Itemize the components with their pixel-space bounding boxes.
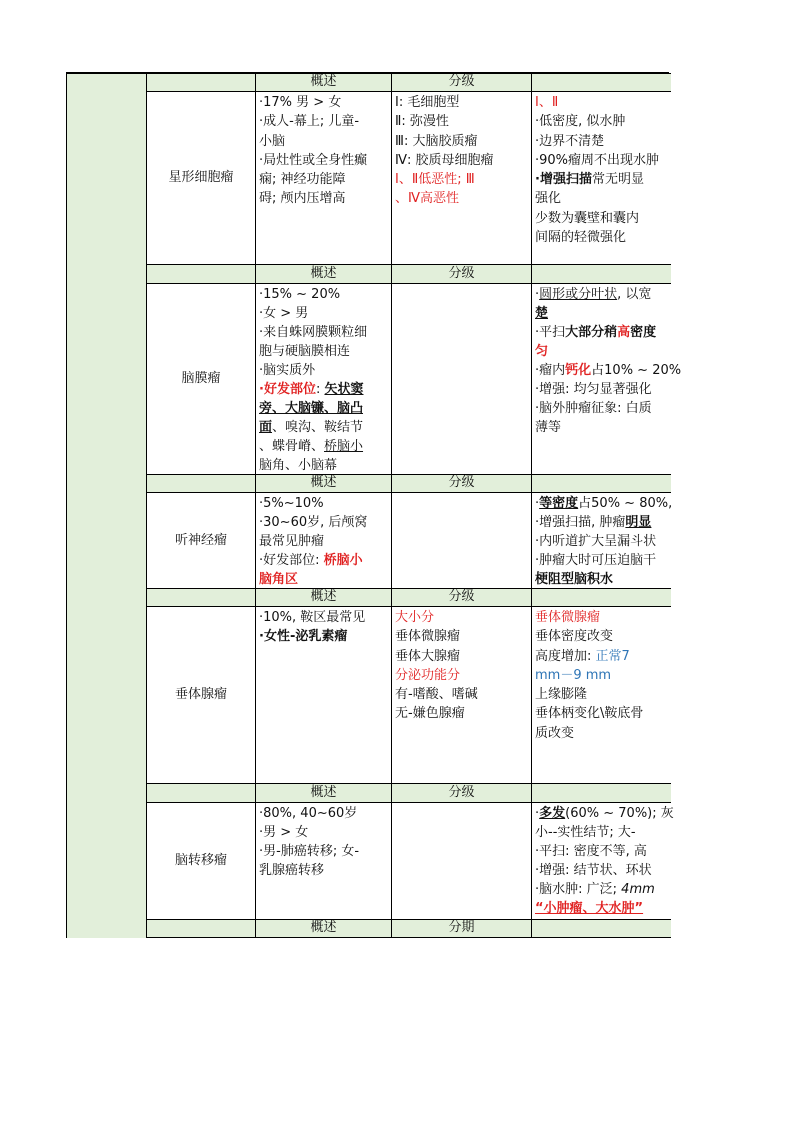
overview-pituitary-adenoma: ·10%, 鞍区最常见 ·女性-泌乳素瘤 xyxy=(255,606,392,784)
header-grading: 分级 xyxy=(391,73,532,92)
disease-name-acoustic-neuroma: 听神经瘤 xyxy=(146,492,256,589)
header-grading: 分级 xyxy=(391,783,532,803)
header-overview: 概述 xyxy=(255,73,392,92)
header-row-blank xyxy=(146,474,256,493)
disease-name-brain-metastasis: 脑转移瘤 xyxy=(146,802,256,920)
imaging-astrocytoma: Ⅰ、Ⅱ ·低密度, 似水肿 ·边界不清楚 ·90%瘤周不出现水肿 ·增强扫描常无明显 强化 少数为囊壁和囊内 间隔的轻微强化 xyxy=(531,91,671,265)
header-row-blank xyxy=(146,919,256,938)
header-row-blank xyxy=(146,73,256,92)
header-grading: 分级 xyxy=(391,264,532,284)
header-imaging xyxy=(531,919,671,938)
grading-brain-metastasis xyxy=(391,802,532,920)
disease-name-astrocytoma: 星形细胞瘤 xyxy=(146,91,256,265)
header-overview: 概述 xyxy=(255,588,392,607)
header-overview: 概述 xyxy=(255,783,392,803)
imaging-meningioma: ·圆形或分叶状, 以宽 楚 ·平扫大部分稍高密度 匀 ·瘤内钙化占10% ~ 20% ·增强: 均匀显著强化 ·脑外肿瘤征象: 白质 薄等 xyxy=(531,283,671,475)
left-side-panel xyxy=(66,72,147,938)
grading-acoustic-neuroma xyxy=(391,492,532,589)
header-overview: 概述 xyxy=(255,919,392,938)
header-overview: 概述 xyxy=(255,264,392,284)
header-imaging xyxy=(531,783,671,803)
header-overview: 概述 xyxy=(255,474,392,493)
overview-astrocytoma: ·17% 男 > 女 ·成人-幕上; 儿童- 小脑 ·局灶性或全身性癫 痫; 神经功能障 碍; 颅内压增高 xyxy=(255,91,392,265)
overview-acoustic-neuroma: ·5%~10% ·30~60岁, 后颅窝 最常见肿瘤 ·好发部位: 桥脑小 脑角区 xyxy=(255,492,392,589)
imaging-brain-metastasis: ·多发(60% ~ 70%); 灰 小--实性结节; 大- ·平扫: 密度不等, 高 ·增强: 结节状、环状 ·脑水肿: 广泛; 4mm “小肿瘤、大水肿” xyxy=(531,802,671,920)
disease-name-meningioma: 脑膜瘤 xyxy=(146,283,256,475)
overview-brain-metastasis: ·80%, 40~60岁 ·男 > 女 ·男-肺癌转移; 女- 乳腺癌转移 xyxy=(255,802,392,920)
disease-name-pituitary-adenoma: 垂体腺瘤 xyxy=(146,606,256,784)
overview-meningioma: ·15% ~ 20% ·女 > 男 ·来自蛛网膜颗粒细 胞与硬脑膜相连 ·脑实质外 ·好发部位: 矢状窦 旁、大脑镰、脑凸 面、嗅沟、鞍结节 、蝶骨嵴、桥脑小 脑角、小脑幕 xyxy=(255,283,392,475)
grading-astrocytoma: Ⅰ: 毛细胞型 Ⅱ: 弥漫性 Ⅲ: 大脑胶质瘤 Ⅳ: 胶质母细胞瘤 Ⅰ、Ⅱ低恶性; Ⅲ 、Ⅳ高恶性 xyxy=(391,91,532,265)
left-border-line xyxy=(66,72,67,938)
header-imaging xyxy=(531,474,671,493)
header-grading: 分级 xyxy=(391,474,532,493)
header-grading: 分级 xyxy=(391,588,532,607)
grading-pituitary-adenoma: 大小分 垂体微腺瘤 垂体大腺瘤 分泌功能分 有-嗜酸、嗜碱 无-嫌色腺瘤 xyxy=(391,606,532,784)
imaging-acoustic-neuroma: ·等密度占50% ~ 80%, ·增强扫描, 肿瘤明显 ·内听道扩大呈漏斗状 ·肿瘤大时可压迫脑干 梗阻型脑积水 xyxy=(531,492,671,589)
header-imaging xyxy=(531,73,671,92)
header-imaging xyxy=(531,264,671,284)
header-row-blank xyxy=(146,783,256,803)
grading-meningioma xyxy=(391,283,532,475)
imaging-pituitary-adenoma: 垂体微腺瘤 垂体密度改变 高度增加: 正常7 mm－9 mm 上缘膨隆 垂体柄变化\鞍底骨 质改变 xyxy=(531,606,671,784)
header-imaging xyxy=(531,588,671,607)
header-staging: 分期 xyxy=(391,919,532,938)
header-row-blank xyxy=(146,588,256,607)
header-row-blank xyxy=(146,264,256,284)
